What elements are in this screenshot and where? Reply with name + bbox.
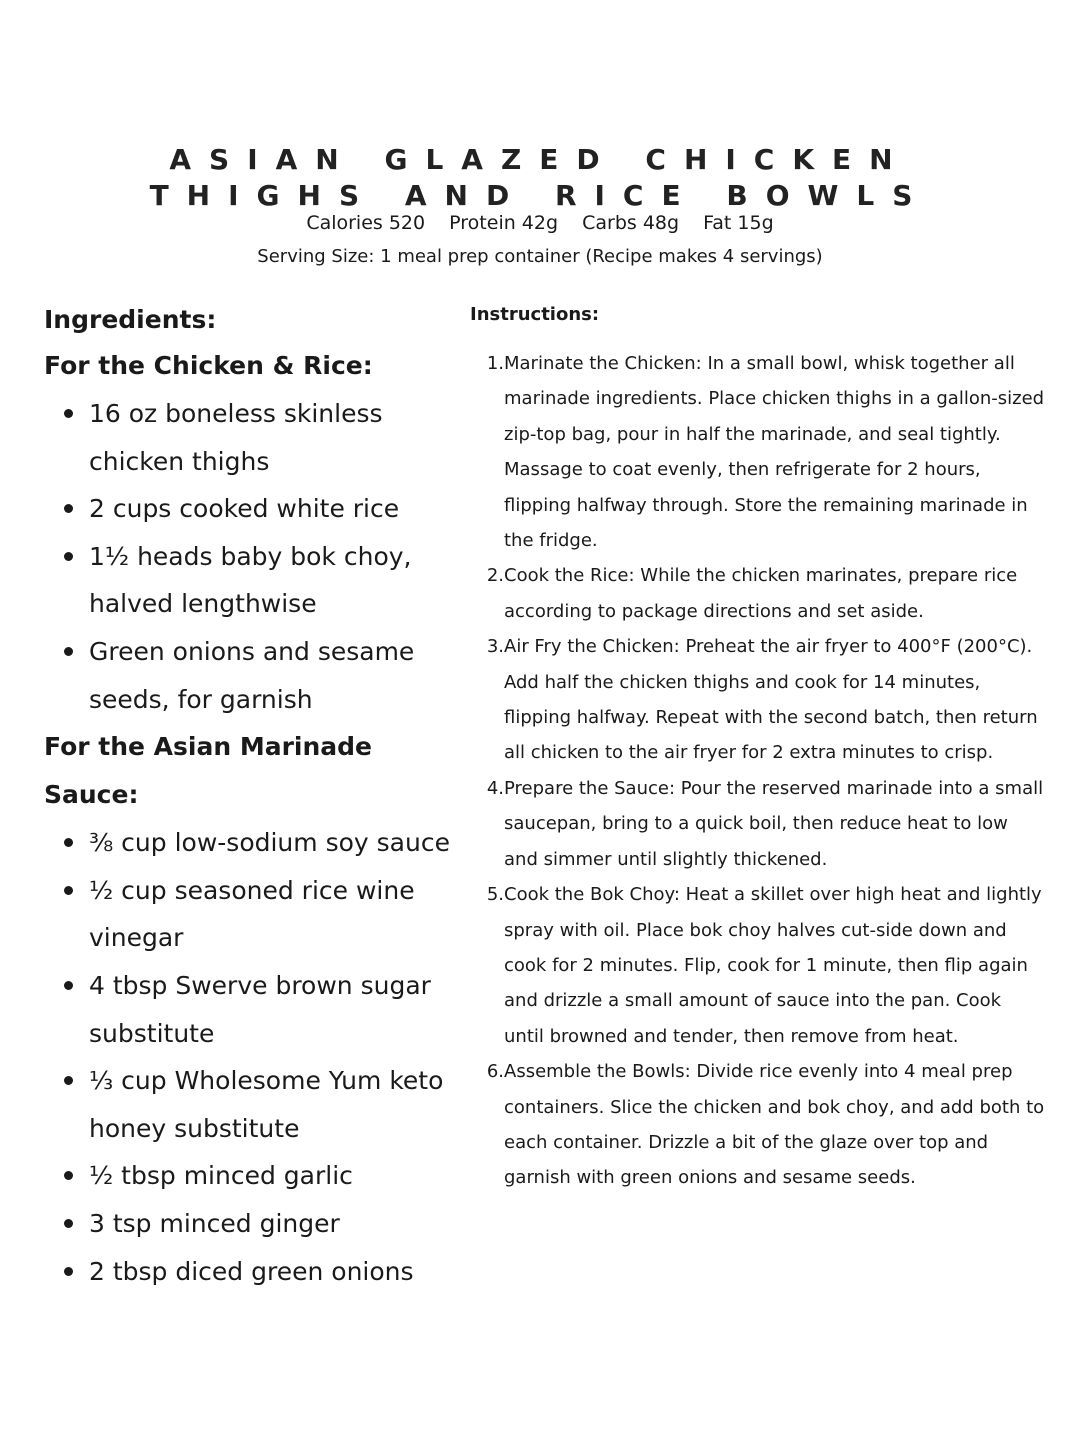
ingredient-item: ½ tbsp minced garlic (44, 1152, 474, 1200)
marinade-sauce-heading: For the Asian Marinade Sauce: (44, 732, 373, 810)
ingredient-item: 2 tbsp diced green onions (44, 1248, 474, 1296)
chicken-rice-list (44, 390, 474, 723)
serving-size: Serving Size: 1 meal prep container (Recipe makes 4 servings) (257, 246, 823, 267)
step-text: Marinate the Chicken: In a small bowl, whisk together all marinade ingredients. Place chicken thighs in a gallon-sized zip-top bag, pour in half the marinade, and seal tightly. Massage to coat evenly, then refrigerate for 2 hours, flipping halfway through. Store the remaining marinade in the fridge. (504, 353, 1045, 552)
carbs-value: Carbs 48g (582, 212, 680, 234)
instruction-step (470, 1054, 1045, 1196)
instruction-step (470, 771, 1045, 877)
step-text: Assemble the Bowls: Divide rice evenly into 4 meal prep containers. Slice the chicken and bok choy, and add both to each container. Drizzle a bit of the glaze over top and garnish with green onions and sesame seeds. (504, 1061, 1045, 1189)
chicken-rice-heading: For the Chicken & Rice: (44, 351, 373, 380)
nutrition-macros (0, 210, 1080, 236)
step-number: 3. (486, 636, 504, 658)
ingredient-item: Green onions and sesame seeds, for garnish (44, 628, 474, 723)
ingredient-item: ⅜ cup low-sodium soy sauce (44, 819, 474, 867)
recipe-title (0, 142, 1080, 214)
ingredient-item: 2 cups cooked white rice (44, 485, 474, 533)
ingredient-item: 4 tbsp Swerve brown sugar substitute (44, 962, 474, 1057)
step-number: 1. (486, 353, 504, 374)
ingredient-item: ⅓ cup Wholesome Yum keto honey substitute (44, 1057, 474, 1152)
ingredient-item: 1½ heads baby bok choy, halved lengthwise (44, 533, 474, 628)
recipe-title-line-1: ASIAN GLAZED CHICKEN (169, 143, 911, 176)
protein-value: Protein 42g (449, 212, 559, 234)
ingredients-heading: Ingredients: (44, 305, 217, 334)
ingredient-item: ½ cup seasoned rice wine vinegar (44, 867, 474, 962)
step-number: 6. (486, 1061, 504, 1083)
instructions-section (470, 300, 1045, 1196)
instructions-list (470, 346, 1045, 1196)
step-number: 4. (486, 777, 504, 799)
step-text: Cook the Bok Choy: Heat a skillet over high heat and lightly spray with oil. Place bok choy halves cut-side down and cook for 2 minutes. Flip, cook for 1 minute, then flip again and drizzle a small amount of sauce into the pan. Cook until browned and tender, then remove from heat. (504, 884, 1042, 1047)
instruction-step (470, 877, 1045, 1054)
ingredient-item: 16 oz boneless skinless chicken thighs (44, 390, 474, 485)
step-text: Prepare the Sauce: Pour the reserved marinade into a small saucepan, bring to a quick boil, then reduce heat to low and simmer until slightly thickened. (504, 777, 1044, 870)
instructions-heading: Instructions: (470, 304, 600, 325)
step-number: 5. (486, 884, 504, 906)
instruction-step (470, 346, 1045, 558)
step-text: Cook the Rice: While the chicken marinates, prepare rice according to package directions and set aside. (504, 565, 1018, 622)
instruction-step (470, 629, 1045, 771)
ingredient-item: 3 tsp minced ginger (44, 1200, 474, 1248)
step-number: 2. (486, 565, 504, 587)
ingredients-section (44, 298, 474, 1295)
marinade-sauce-list (44, 819, 474, 1295)
fat-value: Fat 15g (703, 212, 774, 234)
recipe-title-line-2: THIGHS AND RICE BOWLS (149, 179, 931, 212)
calories-value: Calories 520 (306, 212, 426, 234)
instruction-step (470, 558, 1045, 629)
step-text: Air Fry the Chicken: Preheat the air fryer to 400°F (200°C). Add half the chicken thighs and cook for 14 minutes, flipping halfway. Repeat with the second batch, then return all chicken to the air fryer for 2 extra minutes to crisp. (504, 636, 1038, 764)
